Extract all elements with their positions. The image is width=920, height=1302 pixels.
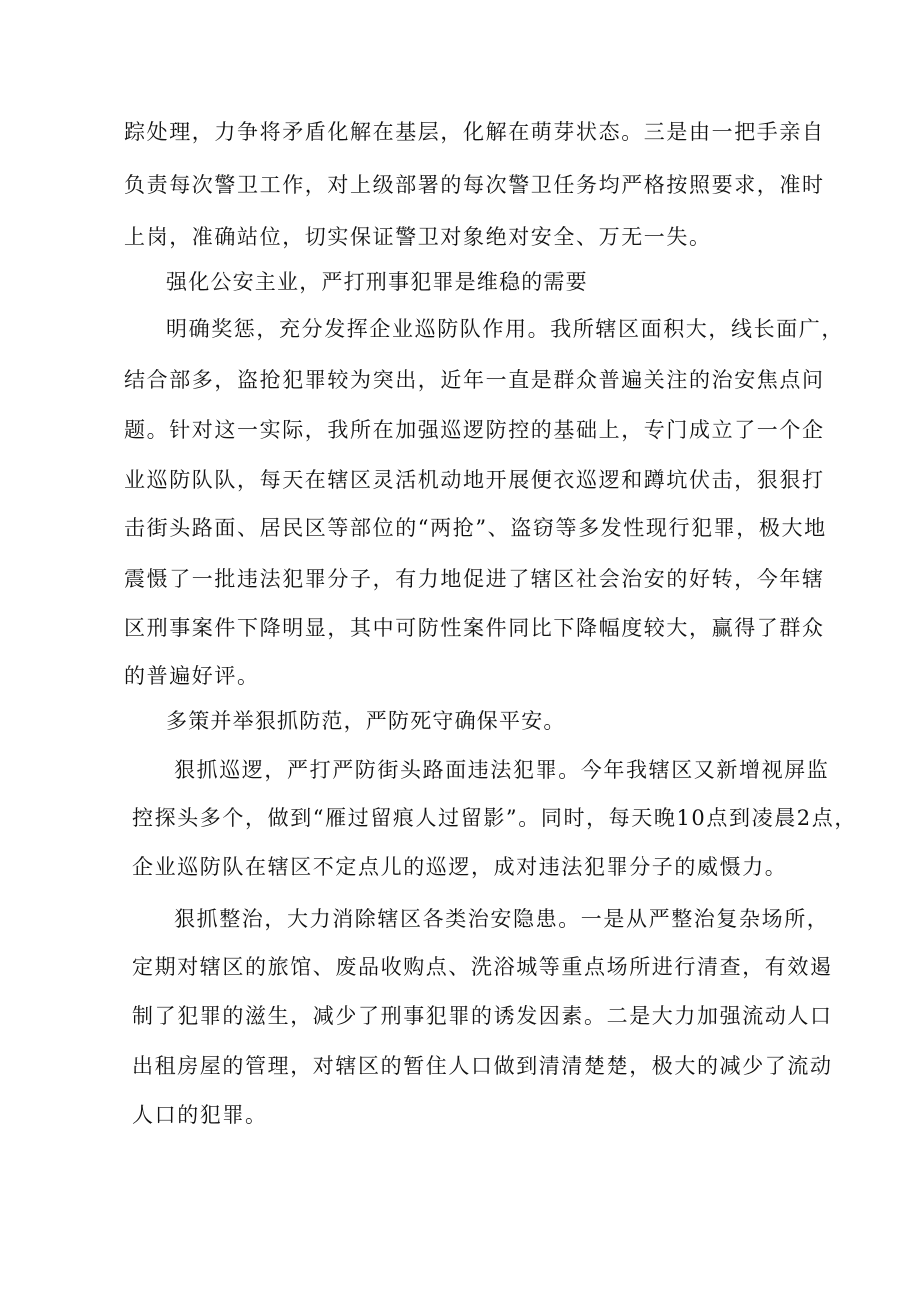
text-line-7: 题。针对这一实际，我所在加强巡逻防控的基础上，专门成立了一个企 (124, 418, 825, 442)
text-line-17: 狠抓整治，大力消除辖区各类治安隐患。一是从严整治复杂场所， (174, 907, 830, 931)
text-line-16: 企业巡防队在辖区不定点儿的巡逻，成对违法犯罪分子的威慑力。 (132, 855, 788, 879)
text-line-6: 结合部多，盗抢犯罪较为突出，近年一直是群众普遍关注的治安焦点问 (124, 368, 825, 392)
text-line-18: 定期对辖区的旅馆、废品收购点、洗浴城等重点场所进行清查，有效遏 (132, 955, 833, 979)
text-line-2: 负责每次警卫工作，对上级部署的每次警卫任务均严格按照要求，准时 (124, 173, 825, 197)
text-line-8: 业巡防队队，每天在辖区灵活机动地开展便衣巡逻和蹲坑伏击，狠狠打 (124, 468, 825, 492)
text-line-1: 踪处理，力争将矛盾化解在基层，化解在萌芽状态。三是由一把手亲自 (124, 120, 825, 144)
section-heading-1: 强化公安主业，严打刑事犯罪是维稳的需要 (166, 270, 588, 294)
text-line-3: 上岗，准确站位，切实保证警卫对象绝对安全、万无一失。 (124, 225, 712, 249)
text-line-14: 狠抓巡逻，严打严防街头路面违法犯罪。今年我辖区又新增视屏监 (174, 758, 830, 782)
text-line-10: 震慑了一批违法犯罪分子，有力地促进了辖区社会治安的好转，今年辖 (124, 567, 825, 591)
text-line-20: 出租房屋的管理，对辖区的暂住人口做到清清楚楚，极大的减少了流动 (132, 1054, 833, 1078)
text-line-11: 区刑事案件下降明显，其中可防性案件同比下降幅度较大，赢得了群众 (124, 616, 825, 640)
text-line-9: 击街头路面、居民区等部位的“两抢”、盗窃等多发性现行犯罪，极大地 (124, 516, 827, 540)
section-heading-2: 多策并举狠抓防范，严防死守确保平安。 (166, 709, 566, 733)
text-line-19: 制了犯罪的滋生，减少了刑事犯罪的诱发因素。二是大力加强流动人口 (132, 1004, 833, 1028)
text-line-12: 的普遍好评。 (124, 664, 260, 688)
text-line-15: 控探头多个，做到“雁过留痕人过留影”。同时，每天晚10点到凌晨2点， (132, 806, 857, 830)
text-line-21: 人口的犯罪。 (132, 1103, 268, 1127)
text-line-5: 明确奖惩，充分发挥企业巡防队作用。我所辖区面积大，线长面广， (166, 317, 844, 341)
